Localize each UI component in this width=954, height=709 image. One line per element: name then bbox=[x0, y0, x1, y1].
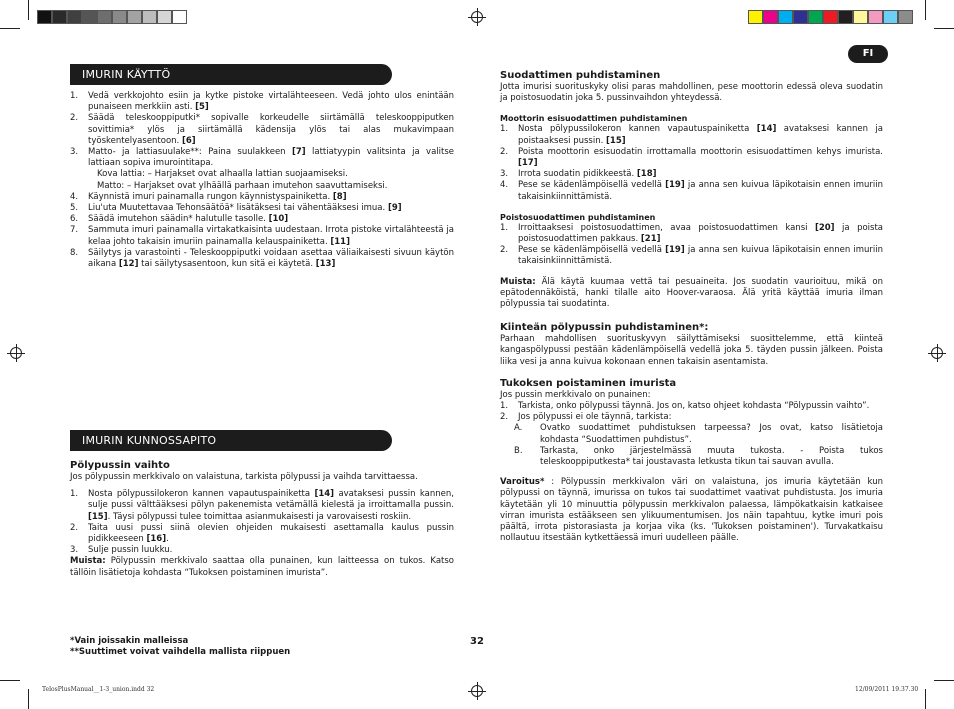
bag-change-intro: Jos pölypussin merkkivalo on valaistuna, tarkista pölypussi ja vaihda tarvittaessa. bbox=[70, 472, 418, 482]
blockage-intro: Jos pussin merkkivalo on punainen: bbox=[500, 389, 651, 400]
registration-mark-bottom bbox=[471, 685, 483, 697]
filter-reminder: Muista: Älä käytä kuumaa vettä tai pesuaineita. Jos suodatin vaurioituu, mikä on epätodennäköistä, hanki tilalle aito Hoover-varaosa. Älä yritä käyttää imuria ilman pölypussia tai suodatinta. bbox=[500, 276, 883, 310]
color-swatch bbox=[67, 10, 82, 24]
color-swatch bbox=[157, 10, 172, 24]
color-swatch bbox=[838, 10, 853, 24]
list-item: 2. Taita uusi pussi siinä olevien ohjeiden mukaisesti asettamalla kaulus pussin pidikkeeseen [16]. bbox=[70, 522, 454, 545]
list-item: A. Ovatko suodattimet puhdistuksen tarpeessa? Jos ovat, katso lisätietoja kohdasta “Suodattimen puhdistus”. bbox=[514, 423, 883, 445]
color-swatch bbox=[853, 10, 868, 24]
crop-mark bbox=[934, 680, 954, 681]
list-item: 1. Tarkista, onko pölypussi täynnä. Jos on, katso ohjeet kohdasta “Pölypussin vaihto”. bbox=[500, 401, 870, 412]
color-swatch bbox=[778, 10, 793, 24]
fixed-bag-text: Parhaan mahdollisen suorituskyvyn säilyttämiseksi suosittelemme, että kiinteä kangaspölypussi pestään kädenlämpöisellä vedellä joka 5. täyden pussin jälkeen. Poista liika vesi ja anna kuivua kokonaan ennen takaisin asentamista. bbox=[500, 334, 883, 367]
list-item: 1. Vedä verkkojohto esiin ja kytke pistoke virtalähteeseen. Vedä johto ulos enintään punaiseen merkkiin asti. [5] bbox=[70, 91, 454, 113]
footnote-models: *Vain joissakin malleissa bbox=[70, 636, 189, 646]
bag-change-block bbox=[70, 459, 454, 579]
exhaust-filter-heading: Poistosuodattimen puhdistaminen bbox=[500, 212, 656, 222]
bag-change-heading: Pölypussin vaihto bbox=[70, 460, 170, 471]
crop-mark bbox=[28, 0, 29, 20]
color-swatch bbox=[823, 10, 838, 24]
color-swatch bbox=[82, 10, 97, 24]
list-item: 8. Säilytys ja varastointi - Teleskooppiputki voidaan asettaa väliaikaisesti sivuun käytön aikana [12] tai säilytysasentoon, kun sitä ei käytetä. [13] bbox=[70, 247, 454, 270]
color-swatch bbox=[898, 10, 913, 24]
filter-intro: Jotta imurisi suorituskyky olisi paras mahdollinen, pese moottorin edessä oleva suodatin ja poistosuodatin joka 5. pussinvaihdon yhteydessä. bbox=[500, 82, 883, 104]
page-number: 32 bbox=[470, 636, 484, 647]
color-swatch bbox=[142, 10, 157, 24]
list-item: 7. Sammuta imuri painamalla virtakatkaisinta uudestaan. Irrota pistoke virtalähteestä ja kelaa johto takaisin imuriin painamalla kelauspainiketta. [11] bbox=[70, 225, 454, 247]
blockage-heading: Tukoksen poistaminen imurista bbox=[500, 377, 677, 389]
list-item: 3. Matto- ja lattiasuulake**: Paina suulakkeen [7] lattiatyypin valitsinta ja valitse lattiaan sopiva imurointitapa. bbox=[70, 147, 454, 169]
color-swatch bbox=[97, 10, 112, 24]
crop-mark bbox=[0, 28, 20, 29]
filter-heading: Suodattimen puhdistaminen bbox=[500, 70, 661, 81]
list-item: 3. Sulje pussin luukku. bbox=[70, 545, 173, 556]
color-swatch bbox=[748, 10, 763, 24]
list-item: 1. Irroittaaksesi poistosuodattimen, avaa poistosuodattimen kansi [20] ja poista poistosuodattimen pakkaus. [21] bbox=[500, 222, 883, 245]
list-item: 2. Säädä teleskooppiputki* sopivalle korkeudelle siirtämällä teleskooppiputken sovittimia* ylös ja siirtämällä kädensija ylös tai alas mukavimpaan työskentelyasentoon. [6] bbox=[70, 113, 454, 146]
color-swatch bbox=[868, 10, 883, 24]
right-column bbox=[500, 69, 883, 545]
list-item: 1. Nosta pölypussilokeron kannen vapautuspainiketta [14] avataksesi kannen ja poistaaksesi pussin. [15] bbox=[500, 124, 883, 146]
list-item: 5. Liu'uta Muutettavaa Tehonsäätöä* lisätäksesi tai vähentääksesi imua. [9] bbox=[70, 203, 402, 214]
gray-swatch-bar bbox=[37, 10, 187, 24]
crop-mark bbox=[925, 689, 926, 709]
color-swatch bbox=[883, 10, 898, 24]
section-title-maintenance: IMURIN KUNNOSSAPITO bbox=[70, 430, 392, 451]
color-swatch bbox=[127, 10, 142, 24]
crop-mark bbox=[934, 28, 954, 29]
language-badge: FI bbox=[848, 45, 888, 63]
fixed-bag-heading: Kiinteän pölypussin puhdistaminen*: bbox=[500, 322, 709, 334]
list-item: B. Tarkasta, onko järjestelmässä muuta tukosta. - Poista tukos teleskooppiputkesta* tai joustavasta letkusta tikun tai sauvan avulla. bbox=[514, 445, 883, 468]
list-item: 3. Irrota suodatin pidikkeestä. [18] bbox=[500, 169, 657, 180]
color-swatch bbox=[763, 10, 778, 24]
registration-mark-top bbox=[471, 11, 483, 23]
color-swatch-bar bbox=[748, 10, 913, 24]
registration-mark-right bbox=[931, 347, 943, 359]
footnote-nozzles: **Suuttimet voivat vaihdella mallista riippuen bbox=[70, 647, 291, 657]
crop-mark bbox=[0, 680, 20, 681]
file-slug: TelosPlusManual__1-3_union.indd 32 bbox=[42, 686, 155, 693]
bag-change-note: Muista: Pölypussin merkkivalo saattaa olla punainen, kun laitteessa on tukos. Katso tällöin lisätietoja kohdasta “Tukoksen poistaminen imurista”. bbox=[70, 556, 454, 578]
date-slug: 12/09/2011 19.37.30 bbox=[855, 686, 919, 693]
floor-hard-note: Kova lattia: – Harjakset ovat alhaalla lattian suojaamiseksi. bbox=[97, 169, 348, 180]
list-item: 2. Pese se kädenlämpöisellä vedellä [19] ja anna sen kuivua läpikotaisin ennen imuriin takaisinkiinnittämistä. bbox=[500, 245, 883, 267]
list-item: 2. Poista moottorin esisuodatin irrottamalla moottorin esisuodattimen kehys imurista. [17] bbox=[500, 146, 883, 169]
color-swatch bbox=[172, 10, 187, 24]
motor-filter-heading: Moottorin esisuodattimen puhdistaminen bbox=[500, 114, 688, 124]
list-item: 2. Jos pölypussi ei ole täynnä, tarkista: bbox=[500, 412, 672, 423]
warning-note: Varoitus* : Pölypussin merkkivalon väri on valaistuna, jos imuria käytetään kun pölypussi on täynnä, imurissa on tukos tai suodattimet vaativat puhdistusta. Jos imuria käytetään yli 10 minuuttia pölypussin merkkivalon palaessa, lämpökatkaisin katkaisee virran imurista estääkseen sen ylikuumentumisen. Jos näin tapahtuu, kytke imuri pois päältä, irrota pistorasiasta ja korjaa vika (ks. 'Tukoksen poistaminen'). Turvakatkaisu nollautuu itsestään kytkettäessä imuri uudelleen päälle. bbox=[500, 477, 883, 544]
section-title-usage: IMURIN KÄYTTÖ bbox=[70, 64, 392, 85]
color-swatch bbox=[112, 10, 127, 24]
list-item: 6. Säädä imutehon säädin* halutulle tasolle. [10] bbox=[70, 214, 289, 225]
list-item: 1. Nosta pölypussilokeron kannen vapautuspainiketta [14] avataksesi pussin kannen, sulje pussi välttääksesi pölyn pakenemista vetämällä kielestä ja irroittamalla pussin. [15]. Täysi pölypussi tulee toimittaa asianmukaisesti ja varovaisesti roskiin. bbox=[70, 489, 454, 522]
color-swatch bbox=[793, 10, 808, 24]
list-item: 4. Käynnistä imuri painamalla rungon käynnistyspainiketta. [8] bbox=[70, 191, 347, 202]
color-swatch bbox=[37, 10, 52, 24]
crop-mark bbox=[28, 689, 29, 709]
registration-mark-left bbox=[10, 347, 22, 359]
color-swatch bbox=[52, 10, 67, 24]
crop-mark bbox=[925, 0, 926, 20]
color-swatch bbox=[808, 10, 823, 24]
floor-carpet-note: Matto: – Harjakset ovat ylhäällä parhaan imutehon saavuttamiseksi. bbox=[97, 180, 388, 191]
list-item: 4. Pese se kädenlämpöisellä vedellä [19] ja anna sen kuivua läpikotaisin ennen imuriin takaisinkiinnittämistä. bbox=[500, 180, 883, 202]
usage-steps bbox=[70, 91, 454, 270]
